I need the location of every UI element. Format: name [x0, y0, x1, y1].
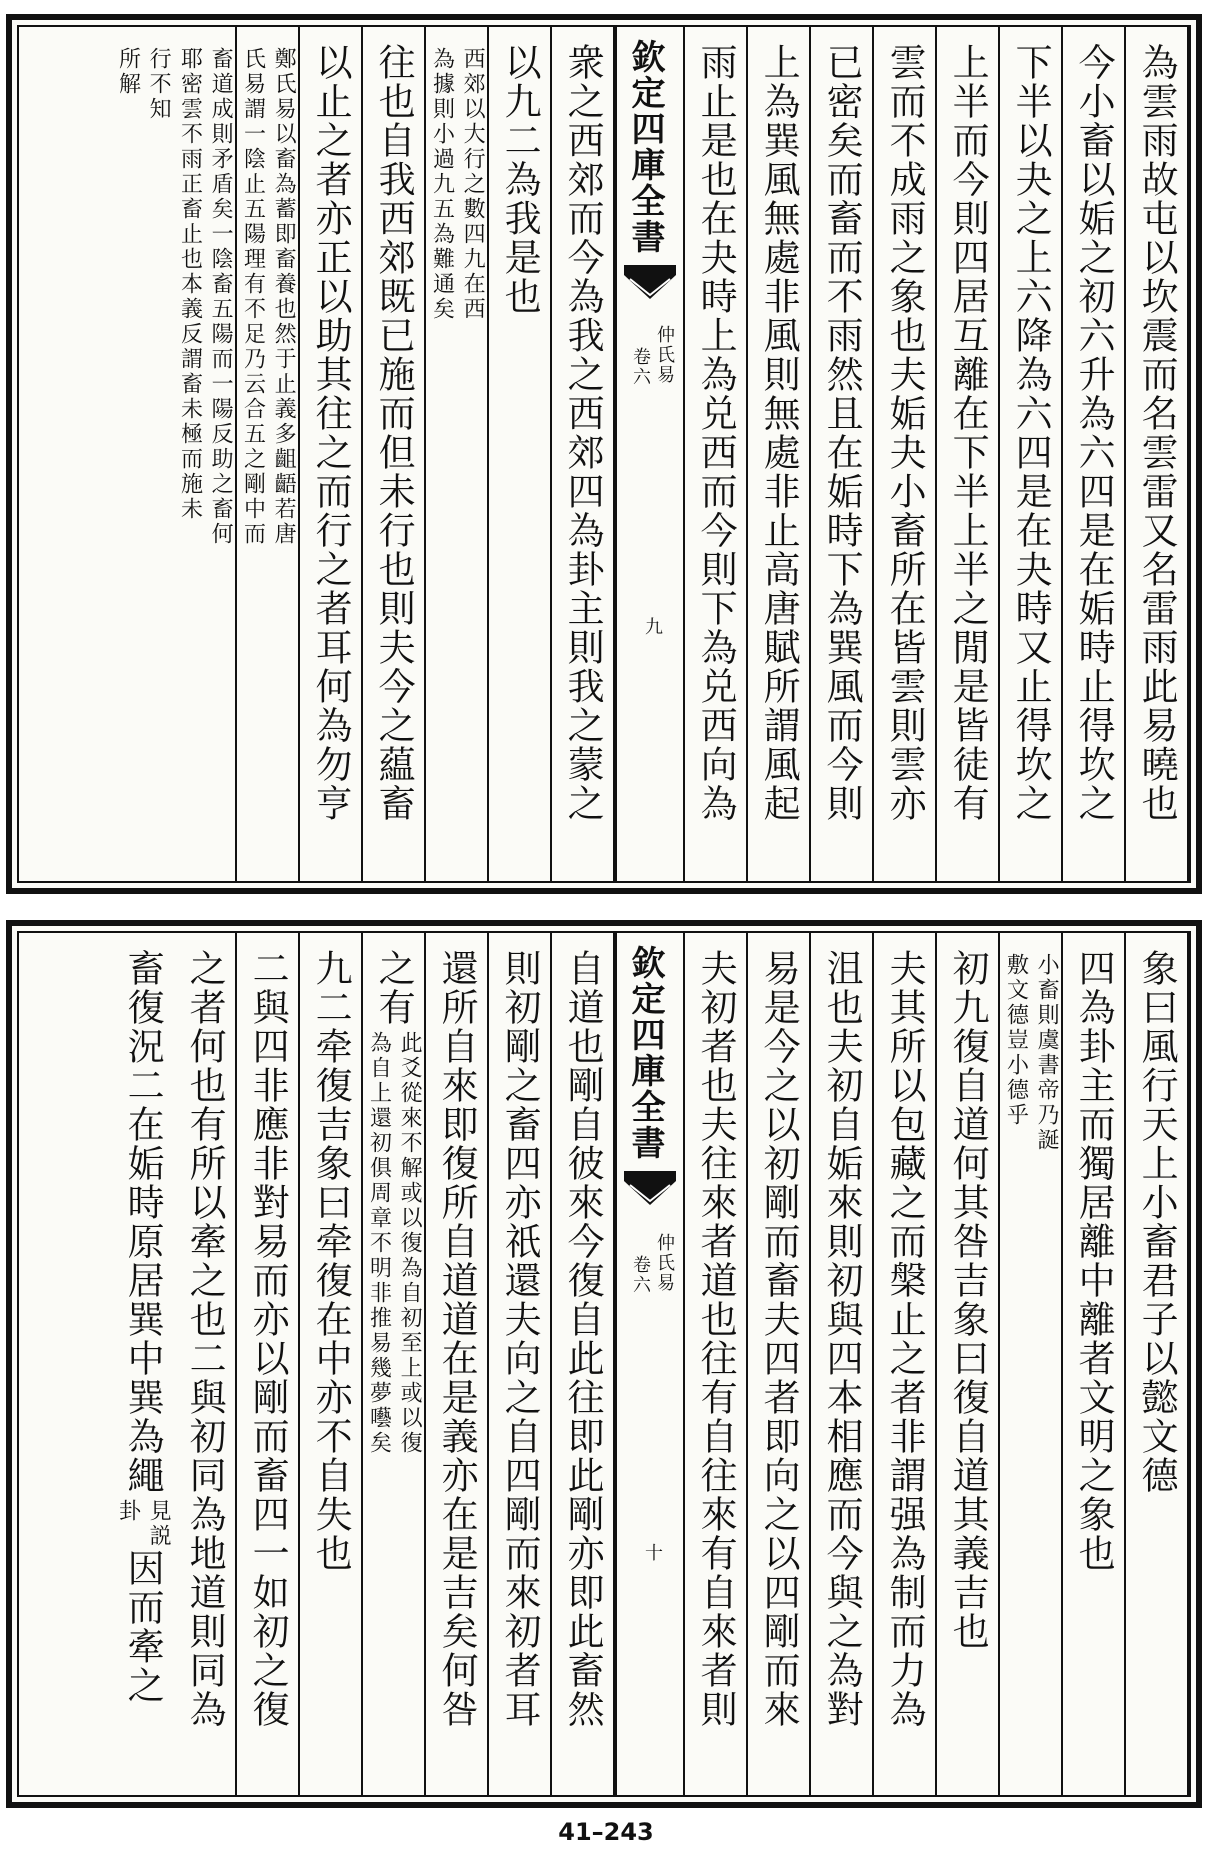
- book-name: 仲氏易: [654, 1233, 675, 1293]
- text-column: [811, 27, 874, 881]
- text-column: [874, 933, 937, 1795]
- annotation-text: 為據則小過九五為難通矣: [429, 47, 455, 322]
- main-text: 上為巽風無處非風則無處非止高唐賦所謂風起: [757, 43, 801, 823]
- main-text: 四為卦主而獨居離中離者文明之象也: [1072, 949, 1116, 1573]
- main-text: 還所自來即復所自道道在是義亦在是吉矣何咎: [435, 949, 479, 1729]
- text-column: [489, 27, 552, 881]
- main-text: 之有: [372, 949, 416, 1027]
- annotation-pair: [113, 47, 172, 871]
- text-column: [111, 27, 174, 881]
- main-text: 之者何也有所以牽之也二與初同為地道則同為: [183, 949, 227, 1729]
- text-column: [811, 933, 874, 1795]
- main-text: 夫初者也夫往來者道也往有自往來有自來者則: [694, 949, 738, 1729]
- annotation-text: 敷文德豈小德乎: [1003, 953, 1029, 1128]
- annotation-pair: [364, 1031, 423, 1456]
- text-column: [552, 27, 615, 881]
- text-column: [1063, 933, 1126, 1795]
- fishtail-mark-icon: [624, 265, 676, 299]
- annotation-text: 見説: [146, 1499, 172, 1549]
- main-text: 九二牵復吉象曰牵復在中亦不自失也: [309, 949, 353, 1573]
- text-column: [685, 933, 748, 1795]
- page-footer-number: 41–243: [558, 1818, 654, 1846]
- annotation-text: 小畜則虞書帝乃誕: [1034, 953, 1060, 1153]
- text-column: [363, 933, 426, 1795]
- volume-label: 卷六: [630, 1255, 651, 1295]
- main-text: 下半以夬之上六降為六四是在夬時又止得坎之: [1009, 43, 1053, 823]
- lower-page: [6, 920, 1202, 1808]
- main-text: 沮也夫初自姤來則初與四本相應而今與之為對: [820, 949, 864, 1729]
- annotation-pair: [427, 47, 486, 322]
- volume-label: 卷六: [630, 347, 651, 387]
- text-column: [552, 933, 615, 1795]
- text-column: [937, 933, 1000, 1795]
- annotation-pair: [175, 47, 234, 871]
- center-fold-column: [615, 27, 685, 881]
- text-column: [1000, 27, 1063, 881]
- text-column: [174, 27, 237, 881]
- text-column: [300, 933, 363, 1795]
- text-column: [237, 933, 300, 1795]
- mixed-column: [497, 43, 542, 871]
- text-column: [111, 933, 174, 1795]
- main-text: 以止之者亦正以助其往之而行之者耳何為勿亨: [309, 43, 353, 823]
- main-text: 以九二為我是也: [498, 43, 542, 316]
- text-column: [174, 933, 237, 1795]
- annotation-pair: [113, 1499, 172, 1549]
- text-column: [1000, 933, 1063, 1795]
- main-text: 上半而今則四居互離在下半上半之閒是皆徒有: [946, 43, 990, 823]
- main-text: 自道也剛自彼來今復自此往即此剛亦即此畜然: [561, 949, 605, 1729]
- annotation-text: 行不知: [146, 47, 172, 122]
- text-column: [1063, 27, 1126, 881]
- book-name: 仲氏易: [654, 325, 675, 385]
- main-text: 雨止是也在夬時上為兑西而今則下為兑西向為: [694, 43, 738, 823]
- annotation-text: 氏易謂一陰止五陽理有不足乃云合五之剛中而: [240, 47, 266, 547]
- lower-columns: [19, 933, 1189, 1795]
- main-text: 為雲雨故屯以坎震而名雲雷又名雷雨此易曉也: [1135, 43, 1179, 823]
- annotation-text: 所解: [115, 47, 141, 97]
- text-column: [1126, 933, 1189, 1795]
- upper-columns: [19, 27, 1189, 881]
- text-column: [685, 27, 748, 881]
- text-column: [300, 27, 363, 881]
- annotation-text: 此爻從來不解或以復為自初至上或以復: [397, 1031, 423, 1456]
- mixed-column: [113, 949, 172, 1785]
- main-text: 已密矣而畜而不雨然且在姤時下為巽風而今則: [820, 43, 864, 823]
- main-text: 衆之西郊而今為我之西郊四為卦主則我之蒙之: [561, 43, 605, 823]
- annotation-pair: [1001, 953, 1060, 1785]
- annotation-text: 西郊以大行之數四九在西: [460, 47, 486, 322]
- annotation-text: 鄭氏易以畜為蓄即畜養也然于止義多齟齬若唐: [271, 47, 297, 547]
- main-text: 因而牽之: [121, 1549, 165, 1705]
- book-series-title: 欽定四庫全書: [625, 945, 665, 1161]
- text-column: [426, 933, 489, 1795]
- main-text: 則初剛之畜四亦祇還夫向之自四剛而來初者耳: [498, 949, 542, 1729]
- text-column: [426, 27, 489, 881]
- page-number: 十: [645, 1543, 663, 1564]
- book-series-title: 欽定四庫全書: [625, 39, 665, 255]
- text-column: [937, 27, 1000, 881]
- annotation-text: 畜道成則矛盾矣一陰畜五陽而一陽反助之畜何: [208, 47, 234, 547]
- text-column: [748, 27, 811, 881]
- main-text: 夫其所以包藏之而槃止之者非謂强為制而力為: [883, 949, 927, 1729]
- main-text: 雲而不成雨之象也夫姤夬小畜所在皆雲則雲亦: [883, 43, 927, 823]
- annotation-text: 耶密雲不雨正畜止也本義反謂畜未極而施未: [177, 47, 203, 522]
- text-column: [237, 27, 300, 881]
- main-text: 易是今之以初剛而畜夫四者即向之以四剛而來: [757, 949, 801, 1729]
- text-column: [1126, 27, 1189, 881]
- mixed-column: [427, 43, 486, 871]
- main-text: 今小畜以姤之初六升為六四是在姤時止得坎之: [1072, 43, 1116, 823]
- fishtail-mark-icon: [624, 1171, 676, 1205]
- main-text: 往也自我西郊既已施而但未行也則夫今之藴畜: [372, 43, 416, 823]
- main-text: 初九復自道何其咎吉象曰復自道其義吉也: [946, 949, 990, 1651]
- upper-page-frame: [17, 25, 1191, 883]
- mixed-column: [364, 949, 423, 1785]
- main-text: 象曰風行天上小畜君子以懿文德: [1135, 949, 1179, 1495]
- page-number: 九: [645, 617, 663, 638]
- lower-page-frame: [17, 931, 1191, 1797]
- main-text: 畜復況二在姤時原居巽中巽為繩: [121, 949, 165, 1495]
- center-fold-column: [615, 933, 685, 1795]
- text-column: [489, 933, 552, 1795]
- mixed-column: [1071, 949, 1116, 1785]
- upper-page: [6, 14, 1202, 894]
- text-column: [363, 27, 426, 881]
- text-column: [874, 27, 937, 881]
- annotation-text: 為自上還初俱周章不明非推易幾夢囈矣: [366, 1031, 392, 1456]
- annotation-text: 卦: [115, 1499, 141, 1524]
- text-column: [748, 933, 811, 1795]
- annotation-pair: [238, 47, 297, 871]
- main-text: 二與四非應非對易而亦以剛而畜四一如初之復: [246, 949, 290, 1729]
